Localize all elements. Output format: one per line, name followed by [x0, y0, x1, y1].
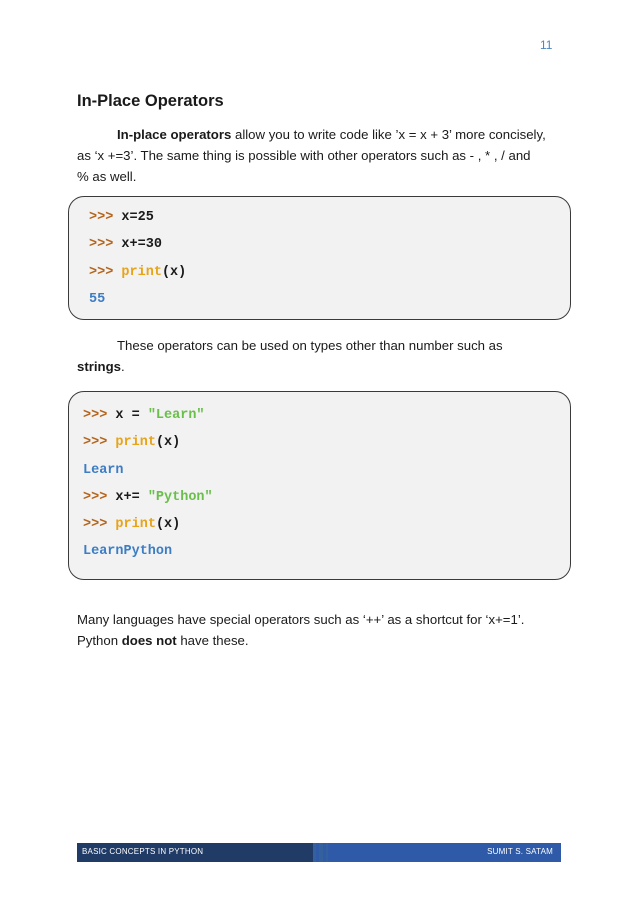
- footer-stripe: [319, 843, 323, 862]
- code-line: [83, 429, 570, 456]
- code-line: [83, 484, 570, 511]
- keyword-print: print: [115, 517, 156, 533]
- footer-author: SUMIT S. SATAM: [487, 847, 553, 856]
- prompt-symbol: >>>: [89, 264, 114, 280]
- prompt-symbol: >>>: [83, 435, 108, 451]
- section-title: In-Place Operators: [77, 92, 224, 110]
- code-line: [89, 231, 570, 258]
- strings-text: These operators can be used on types other than number such as: [117, 338, 503, 353]
- closing-text-1: Many languages have special operators such as ‘++’ as a shortcut for ‘x+=1’.: [77, 612, 525, 627]
- footer-book-title: BASIC CONCEPTS IN PYTHON: [82, 847, 204, 856]
- code-line: [89, 259, 570, 286]
- prompt-symbol: >>>: [83, 489, 108, 505]
- code-text: x=25: [121, 210, 154, 225]
- code-output: 55: [89, 291, 106, 307]
- strings-paragraph: [77, 335, 567, 377]
- code-text: (x): [155, 435, 181, 451]
- code-text: x =: [115, 408, 148, 423]
- prompt-symbol: >>>: [89, 237, 114, 253]
- code-block-1: [68, 196, 571, 320]
- code-line: [83, 402, 570, 429]
- bold-does-not: does not: [121, 633, 177, 648]
- bold-strings: strings: [77, 359, 121, 374]
- period: .: [120, 359, 125, 374]
- keyword-print: print: [121, 264, 162, 280]
- code-text: (x): [155, 517, 181, 533]
- bold-lead: In-place operators: [117, 127, 232, 142]
- prompt-symbol: >>>: [83, 517, 108, 533]
- keyword-print: print: [115, 435, 156, 451]
- code-line: [89, 204, 570, 231]
- code-text: x+=: [115, 489, 148, 505]
- intro-paragraph: [77, 124, 567, 187]
- intro-text-1: allow you to write code like ’x = x + 3’ more concisely,: [231, 127, 546, 142]
- footer-stripe: [313, 843, 316, 862]
- code-text: x+=30: [121, 237, 162, 253]
- code-block-2: [68, 391, 571, 580]
- code-line: [83, 511, 570, 538]
- code-output: Learn: [83, 462, 124, 478]
- closing-text-2a: Python: [77, 633, 122, 648]
- page-number: 11: [540, 38, 553, 52]
- intro-text-3: % as well.: [77, 169, 137, 184]
- intro-text-2: as ‘x +=3’. The same thing is possible with other operators such as - , * , / and: [77, 148, 531, 163]
- prompt-symbol: >>>: [83, 408, 108, 423]
- code-text: (x): [161, 264, 187, 280]
- closing-paragraph: [77, 609, 567, 651]
- prompt-symbol: >>>: [89, 210, 114, 225]
- string-literal: "Learn": [147, 408, 205, 423]
- footer-stripe: [326, 843, 328, 862]
- string-literal: "Python": [147, 489, 213, 505]
- closing-text-2b: have these.: [176, 633, 249, 648]
- page-footer: [77, 843, 561, 862]
- code-output: LearnPython: [83, 544, 173, 560]
